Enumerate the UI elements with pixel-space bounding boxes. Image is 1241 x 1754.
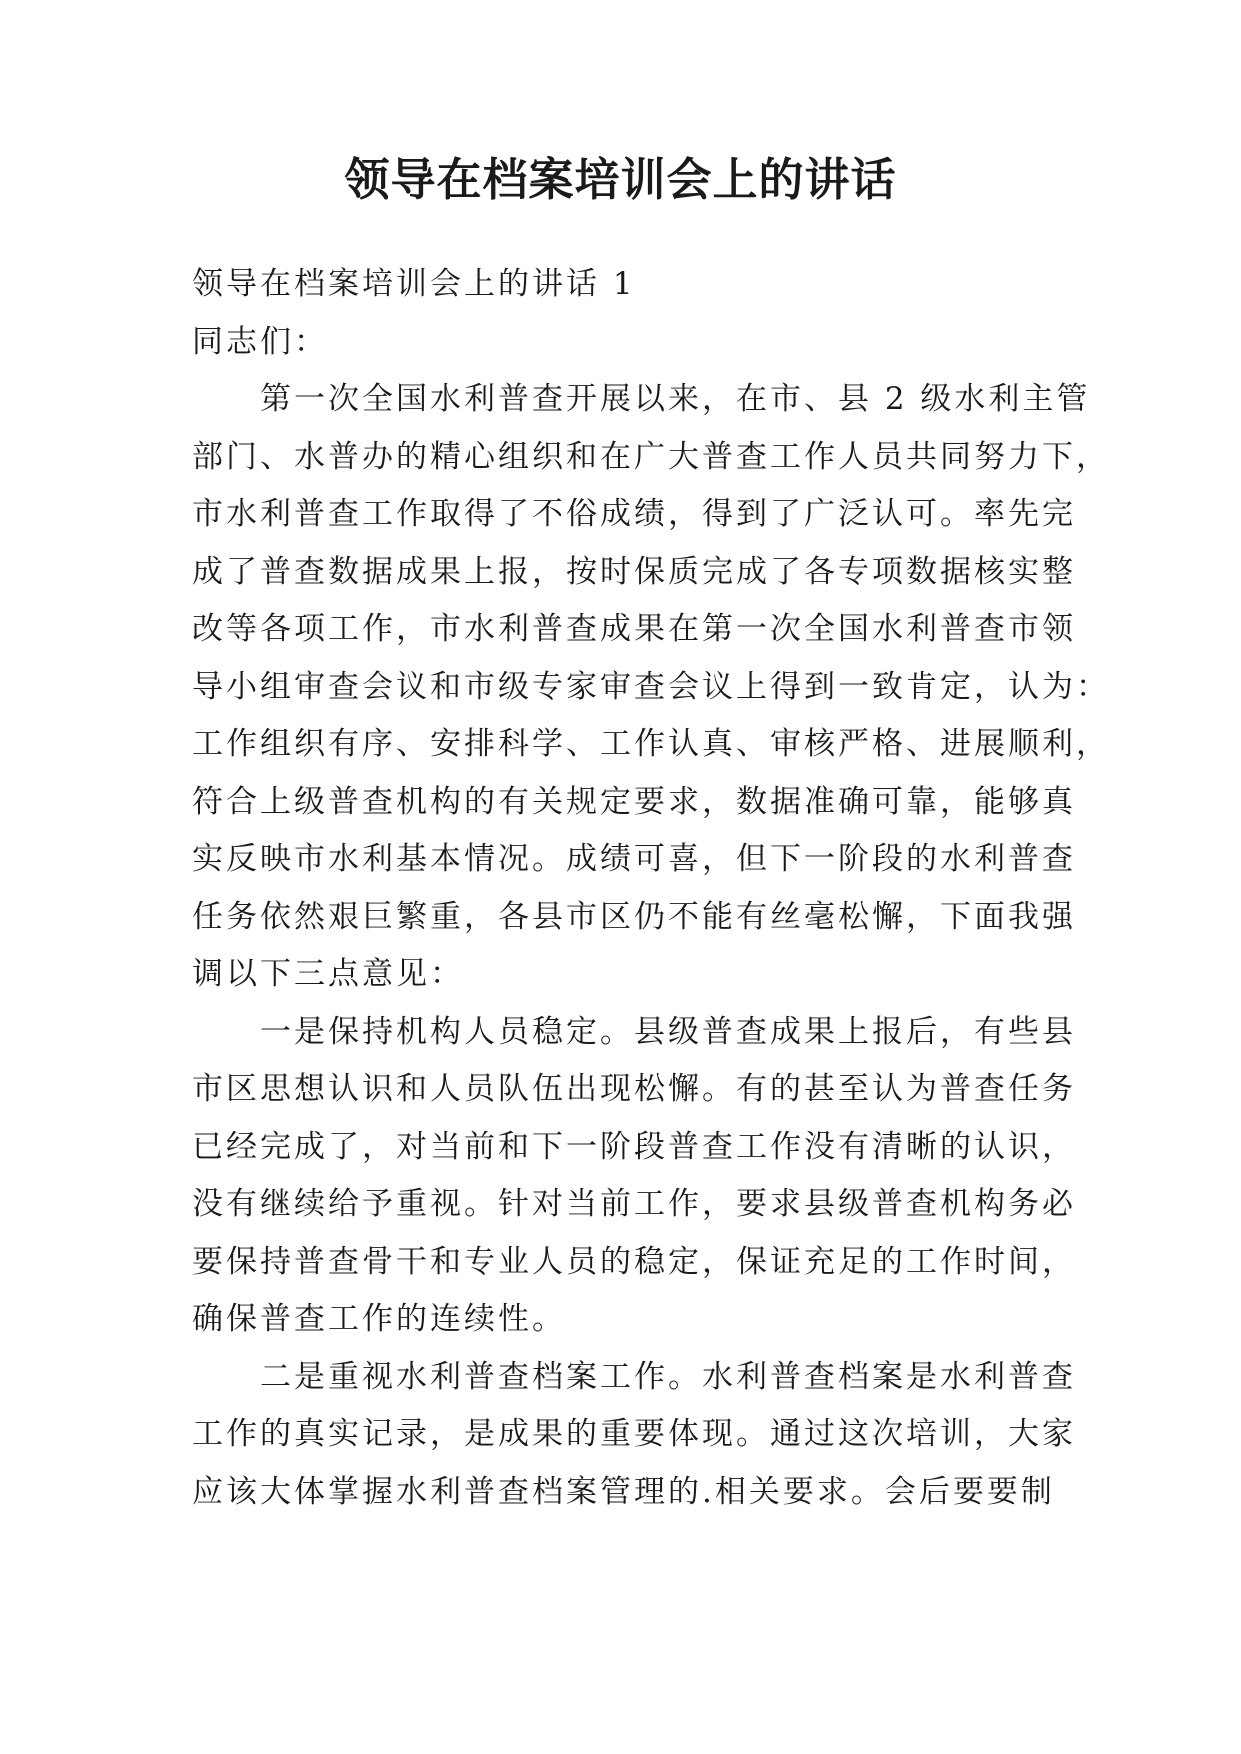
text-line: 第一次全国水利普查开展以来，在市、县 2 级水利主管: [260, 381, 1091, 417]
text-line: 工作的真实记录，是成果的重要体现。通过这次培训，大家: [192, 1416, 1076, 1452]
text-line: 部门、水普办的精心组织和在广大普查工作人员共同努力下，: [192, 438, 1110, 475]
text-line: 一是保持机构人员稳定。县级普查成果上报后，有些县: [260, 1013, 1076, 1050]
text-line: 市水利普查工作取得了不俗成绩，得到了广泛认可。率先完: [192, 496, 1076, 532]
document-body: [192, 256, 1110, 1521]
text-line: 调以下三点意见：: [192, 956, 464, 992]
document-title: 领导在档案培训会上的讲话: [344, 153, 897, 206]
text-line: 实反映市水利基本情况。成绩可喜，但下一阶段的水利普查: [192, 841, 1076, 877]
text-line: 改等各项工作，市水利普查成果在第一次全国水利普查市领: [192, 611, 1076, 647]
text-line: 工作组织有序、安排科学、工作认真、审核严格、进展顺利，: [192, 726, 1110, 762]
salutation-line: 同志们：: [192, 323, 328, 360]
text-line: 市区思想认识和人员队伍出现松懈。有的甚至认为普查任务: [192, 1071, 1076, 1107]
text-line: 没有继续给予重视。针对当前工作，要求县级普查机构务必: [192, 1186, 1076, 1222]
text-line: 导小组审查会议和市级专家审查会议上得到一致肯定，认为：: [192, 668, 1110, 705]
text-line: 要保持普查骨干和专业人员的稳定，保证充足的工作时间，: [192, 1243, 1076, 1280]
text-line: 确保普查工作的连续性。: [192, 1301, 566, 1337]
text-line: 成了普查数据成果上报，按时保质完成了各专项数据核实整: [192, 553, 1076, 590]
text-line: 任务依然艰巨繁重，各县市区仍不能有丝毫松懈，下面我强: [192, 898, 1076, 935]
text-line: 二是重视水利普查档案工作。水利普查档案是水利普查: [260, 1358, 1076, 1395]
text-line: 已经完成了，对当前和下一阶段普查工作没有清晰的认识，: [192, 1128, 1076, 1165]
text-line: 符合上级普查机构的有关规定要求，数据准确可靠，能够真: [192, 783, 1076, 820]
text-line: 应该大体掌握水利普查档案管理的.相关要求。会后要要制: [192, 1473, 1055, 1510]
subtitle-line: 领导在档案培训会上的讲话 1: [192, 266, 636, 302]
